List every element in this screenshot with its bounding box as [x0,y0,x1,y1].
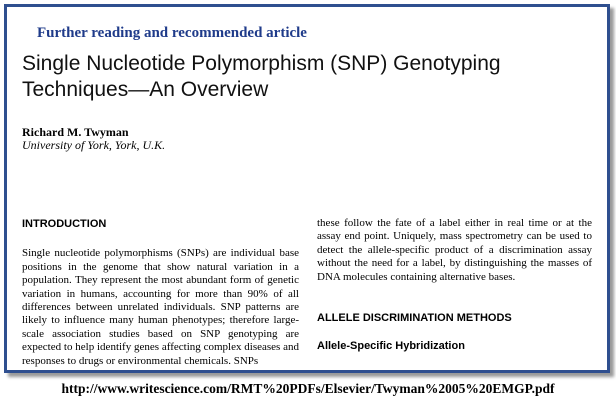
article-author: Richard M. Twyman [22,125,129,139]
article-title: Single Nucleotide Polymorphism (SNP) Genotyping Techniques—An Overview [22,52,501,101]
introduction-paragraph: Single nucleotide polymorphisms (SNPs) are individual base positions in the genome that show natural variation in a population. They represent the most abundant form of genetic variation in humans, accounting for more than 90% of all differences between unrelated individuals. SNP patterns are likely to influence many human phenotypes; therefore large-scale association studies based on SNP genotyping are expected to help identify genes affecting complex diseases and responses to drugs or environmental chemicals. SNPs [22,247,299,367]
continuation-paragraph: these follow the fate of a label either in real time or at the assay end point. Uniquely, mass spectrometry can be used to detect the allele-specific product of a discrimination assay without the need for a label, by distinguishing the masses of DNA molecules containing alternative bases. [317,217,592,283]
author-affiliation: University of York, York, U.K. [22,138,166,152]
left-column [22,218,299,368]
introduction-heading: INTRODUCTION [22,218,107,230]
allele-specific-hybridization-subheading: Allele-Specific Hybridization [317,340,465,353]
right-column [317,217,592,354]
recommended-article-kicker: Further reading and recommended article [37,25,307,41]
source-url-link[interactable]: http://www.writescience.com/RMT%20PDFs/Elsevier/Twyman%2005%20EMGP.pdf [61,381,555,396]
allele-discrimination-heading: ALLELE DISCRIMINATION METHODS [317,312,512,325]
article-frame [4,4,610,373]
